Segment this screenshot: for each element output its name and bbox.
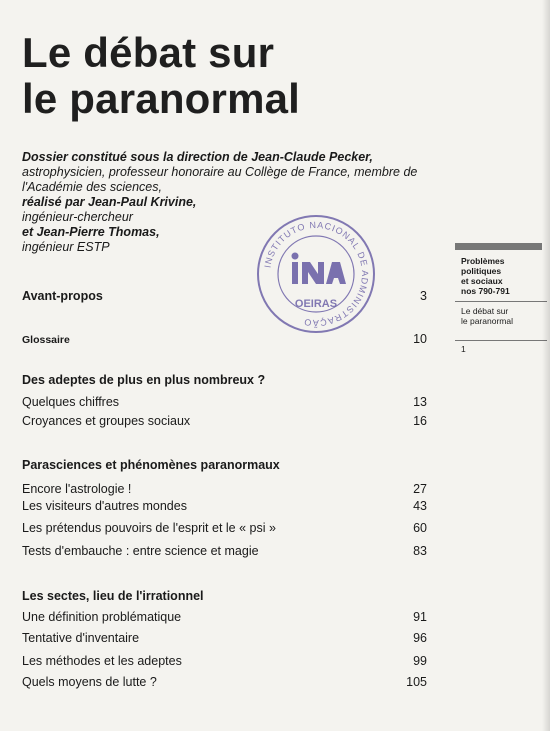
toc-item: Quelques chiffres 13 bbox=[22, 395, 427, 409]
credits-and: et Jean-Pierre Thomas, bbox=[22, 225, 160, 239]
credits-direction-role-1: astrophysicien, professeur honoraire au Collège de France, membre de bbox=[22, 165, 418, 179]
toc-item: Une définition problématique 91 bbox=[22, 610, 427, 624]
toc-item: Encore l'astrologie ! 27 bbox=[22, 482, 427, 496]
credits-direction-role-2: l'Académie des sciences, bbox=[22, 180, 162, 194]
sidebar-divider bbox=[455, 301, 547, 302]
credits-and-role: ingénieur ESTP bbox=[22, 240, 110, 254]
series-issue: nos 790-791 bbox=[461, 286, 510, 296]
credits-realise: réalisé par Jean-Paul Krivine, bbox=[22, 195, 197, 209]
toc-section-title: Les sectes, lieu de l'irrationnel bbox=[22, 589, 204, 603]
toc-avant-propos: Avant-propos 3 bbox=[22, 289, 427, 303]
sidebar-subtitle-2: le paranormal bbox=[461, 316, 513, 326]
title-line-1: Le débat sur bbox=[22, 29, 275, 76]
credits-realise-role: ingénieur-chercheur bbox=[22, 210, 133, 224]
toc-item: Les prétendus pouvoirs de l'esprit et le « psi » 60 bbox=[22, 521, 427, 535]
toc-glossaire: Glossaire 10 bbox=[22, 332, 427, 346]
svg-text:OEIRAS: OEIRAS bbox=[294, 298, 338, 310]
sidebar-page-number: 1 bbox=[461, 344, 466, 354]
title-line-2: le paranormal bbox=[22, 75, 301, 122]
series-line-2: politiques bbox=[461, 266, 502, 276]
toc-item: Les visiteurs d'autres mondes 43 bbox=[22, 499, 427, 513]
series-name bbox=[461, 256, 541, 296]
sidebar-rule bbox=[455, 243, 542, 250]
page-edge-shadow bbox=[542, 0, 550, 731]
toc-item: Croyances et groupes sociaux 16 bbox=[22, 414, 427, 428]
toc-item: Quels moyens de lutte ? 105 bbox=[22, 675, 427, 689]
series-line-1: Problèmes bbox=[461, 256, 505, 266]
sidebar-subtitle bbox=[461, 306, 541, 326]
page-title bbox=[22, 30, 300, 122]
sidebar-divider-2 bbox=[455, 340, 547, 341]
svg-text:INSTITUTO NACIONAL DE ADMINIST: INSTITUTO NACIONAL DE ADMINISTRAÇÃO bbox=[262, 219, 371, 329]
toc-item: Tentative d'inventaire 96 bbox=[22, 631, 427, 645]
series-sidebar bbox=[461, 256, 541, 354]
ina-stamp-icon bbox=[252, 210, 380, 338]
toc-section-title: Des adeptes de plus en plus nombreux ? bbox=[22, 373, 266, 387]
toc-item: Tests d'embauche : entre science et magie 83 bbox=[22, 544, 427, 558]
credits-block bbox=[22, 150, 452, 255]
toc-section-title: Parasciences et phénomènes paranormaux bbox=[22, 458, 280, 472]
sidebar-subtitle-1: Le débat sur bbox=[461, 306, 509, 316]
series-line-3: et sociaux bbox=[461, 276, 503, 286]
toc-item: Les méthodes et les adeptes 99 bbox=[22, 654, 427, 668]
credits-direction: Dossier constitué sous la direction de Jean-Claude Pecker, bbox=[22, 150, 373, 164]
